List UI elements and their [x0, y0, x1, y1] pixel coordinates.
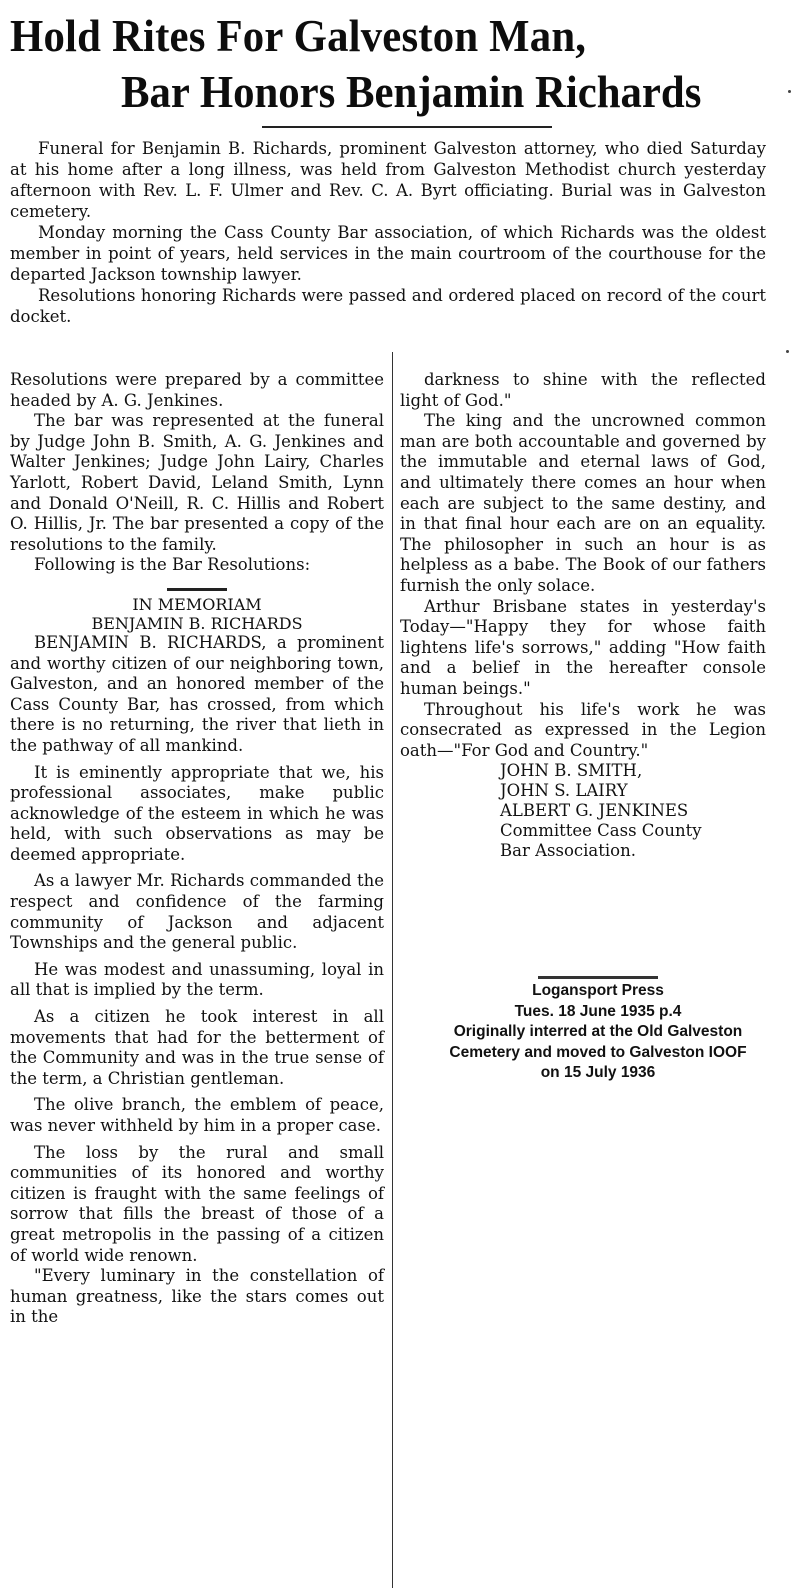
- headline-line-2: Bar Honors Benjamin Richards: [121, 66, 702, 117]
- left-column: [10, 370, 384, 1328]
- print-speck: [786, 350, 789, 353]
- caption-line: Logansport Press: [532, 982, 664, 999]
- memoriam-heading: [10, 588, 384, 633]
- intro-paragraph: The bar was represented at the funeral by Judge John B. Smith, A. G. Jenkines and Walter Jenkines; Judge John Lairy, Charles Yarlott, Robert David, Leland Smith, Lynn and Donald O'Neill, R. C. Hillis and Robert O. Hillis, Jr. The bar presented a copy of the resolutions to the family.: [10, 411, 384, 554]
- memoriam-title: IN MEMORIAM: [132, 594, 262, 614]
- headline-rule: [262, 126, 552, 128]
- lead-paragraph: Monday morning the Cass County Bar association, of which Richards was the oldest member in point of years, held services in the main courtroom of the courthouse for the departed Jackson township lawyer.: [10, 223, 766, 284]
- resolution-paragraph: "Every luminary in the constellation of human greatness, like the stars comes out in the: [10, 1266, 384, 1327]
- lead-paragraphs: [10, 138, 766, 327]
- caption-line: on 15 July 1936: [540, 1064, 656, 1081]
- right-paragraph: Arthur Brisbane states in yesterday's Today—"Happy they for whose faith lightens life's sorrows," adding "How faith and a belief in the hereafter console human beings.": [400, 596, 766, 698]
- resolution-paragraph: He was modest and unassuming, loyal in all that is implied by the term.: [10, 959, 384, 1000]
- right-paragraph: Throughout his life's work he was consecrated as expressed in the Legion oath—"For God and Country.": [400, 699, 766, 760]
- signature-line: ALBERT G. JENKINES: [500, 801, 689, 821]
- caption-line: Cemetery and moved to Galveston IOOF: [449, 1043, 747, 1061]
- memoriam-name: BENJAMIN B. RICHARDS: [91, 613, 303, 633]
- resolution-paragraph: As a citizen he took interest in all movements that had for the betterment of the Community and was in the true sense of the term, a Christian gentleman.: [10, 1007, 384, 1088]
- headline-line-1: Hold Rites For Galveston Man,: [10, 10, 587, 61]
- caption-line: Tues. 18 June 1935 p.4: [514, 1002, 682, 1020]
- continuation-paragraph: darkness to shine with the reflected light of God.": [400, 370, 766, 410]
- column-divider: [392, 352, 393, 1588]
- lead-paragraph: Funeral for Benjamin B. Richards, prominent Galveston attorney, who died Saturday at his home after a long illness, was held from Galveston Methodist church yesterday afternoon with Rev. L. F. Ulmer and Rev. C. A. Byrt officiating. Burial was in Galveston cemetery.: [10, 139, 766, 221]
- lead-paragraph: Resolutions honoring Richards were passed and ordered placed on record of the court docket.: [10, 286, 766, 326]
- resolution-paragraph: The olive branch, the emblem of peace, was never withheld by him in a proper case.: [10, 1095, 384, 1135]
- signature-line: Committee Cass County: [500, 821, 702, 841]
- resolution-paragraph: As a lawyer Mr. Richards commanded the respect and confidence of the farming community of Jackson and adjacent Townships and the general public.: [10, 871, 384, 953]
- caption-line: Originally interred at the Old Galveston: [453, 1023, 743, 1040]
- intro-paragraph: Following is the Bar Resolutions:: [34, 555, 311, 575]
- memoriam-rule: [167, 588, 227, 591]
- caption-rule: [538, 976, 658, 979]
- print-speck: [788, 90, 791, 93]
- signature-block: [500, 761, 766, 861]
- resolution-paragraph: It is eminently appropriate that we, his professional associates, make public acknowledge of the esteem in which he was held, with such observations as may be deemed appropriate.: [10, 762, 384, 864]
- intro-paragraph: Resolutions were prepared by a committee headed by A. G. Jenkines.: [10, 370, 384, 410]
- source-caption: [400, 976, 796, 1084]
- right-paragraph: The king and the uncrowned common man are both accountable and governed by the immutable and eternal laws of God, and ultimately there comes an hour when each are subject to the same destiny, and in that final hour each are on an equality. The philosopher in such an hour is as helpless as a babe. The Book of our fathers furnish the only solace.: [400, 411, 766, 595]
- signature-line: JOHN B. SMITH,: [500, 761, 643, 781]
- resolution-paragraph: BENJAMIN B. RICHARDS, a prominent and worthy citizen of our neighboring town, Galveston, and an honored member of the Cass County Bar, has crossed, from which there is no returning, the river that lieth in the pathway of all mankind.: [10, 632, 384, 755]
- resolution-paragraph: The loss by the rural and small communities of its honored and worthy citizen is fraught with the same feelings of sorrow that fills the breast of those of a great metropolis in the passing of a citizen of world wide renown.: [10, 1142, 384, 1265]
- signature-line: Bar Association.: [500, 841, 636, 861]
- right-column: [400, 370, 766, 861]
- signature-line: JOHN S. LAIRY: [500, 781, 628, 801]
